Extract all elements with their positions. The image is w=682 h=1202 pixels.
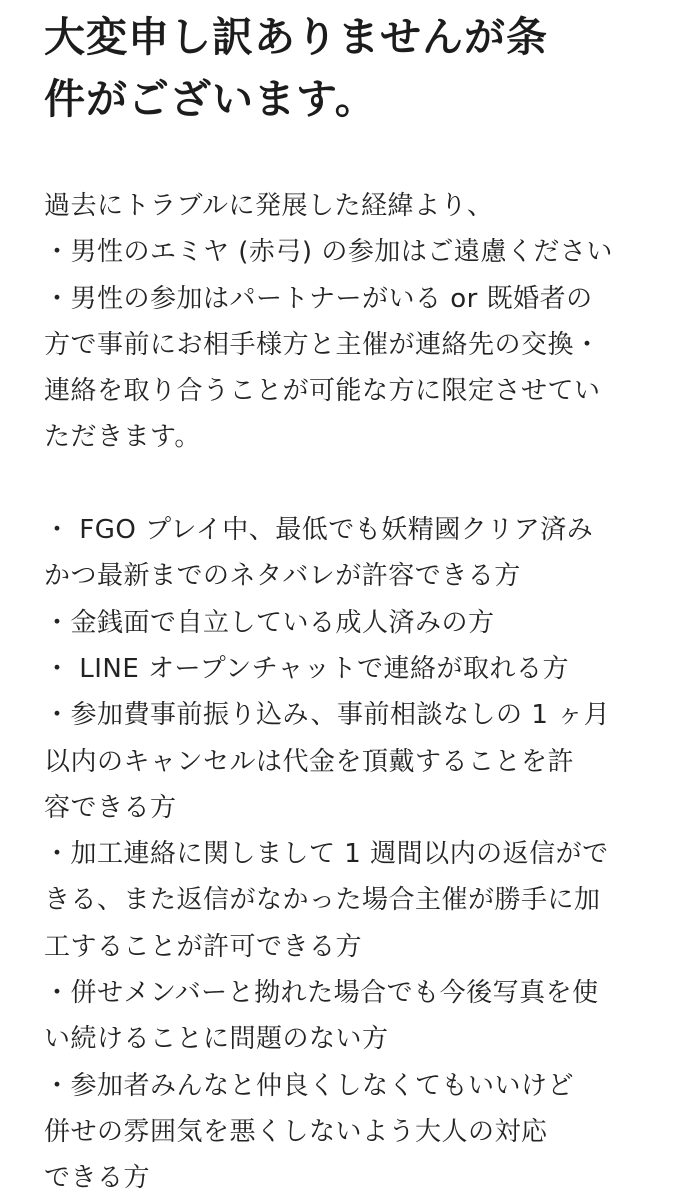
condition-line: ・併せメンバーと拗れた場合でも今後写真を使: [44, 978, 599, 1009]
condition-line: かつ最新までのネタバレが許容できる方: [44, 561, 521, 592]
condition-line: 併せの雰囲気を悪くしないよう大人の対応: [44, 1116, 548, 1147]
condition-line: きる、また返信がなかった場合主催が勝手に加: [44, 885, 601, 916]
condition-line: ・ FGO プレイ中、最低でも妖精國クリア済み: [44, 515, 594, 546]
condition-line: ・参加費事前振り込み、事前相談なしの 1 ヶ月: [44, 700, 611, 731]
condition-line: できる方: [44, 1163, 151, 1194]
paragraph-spacer: [44, 461, 664, 507]
title-line: 大変申し訳ありませんが条: [44, 13, 548, 61]
intro-line: 連絡を取り合うことが可能な方に限定させてい: [44, 376, 601, 407]
condition-line: 以内のキャンセルは代金を頂戴することを許: [44, 746, 575, 777]
title-line: 件がございます。: [44, 75, 377, 123]
intro-line: 方で事前にお相手様方と主催が連絡先の交換・: [44, 329, 601, 360]
condition-line: い続けることに問題のない方: [44, 1024, 389, 1055]
intro-line: ・男性のエミヤ (赤弓) の参加はご遠慮ください: [44, 237, 613, 268]
intro-line: ただきます。: [44, 422, 201, 453]
condition-line: ・ LINE オープンチャットで連絡が取れる方: [44, 653, 569, 684]
conditions-list: [44, 507, 664, 1201]
condition-line: 工することが許可できる方: [44, 931, 363, 962]
intro-line: 過去にトラブルに発展した経緯より、: [44, 191, 494, 221]
condition-line: ・加工連絡に関しまして 1 週間以内の返信がで: [44, 839, 609, 870]
condition-line: ・参加者みんなと仲良くしなくてもいいけど: [44, 1070, 575, 1101]
intro-line: ・男性の参加はパートナーがいる or 既婚者の: [44, 283, 593, 314]
condition-line: ・金銭面で自立している成人済みの方: [44, 607, 495, 638]
body-text: [44, 183, 664, 1202]
condition-line: 容できる方: [44, 792, 177, 823]
intro-paragraph: [44, 183, 664, 461]
page-title: [44, 0, 664, 130]
